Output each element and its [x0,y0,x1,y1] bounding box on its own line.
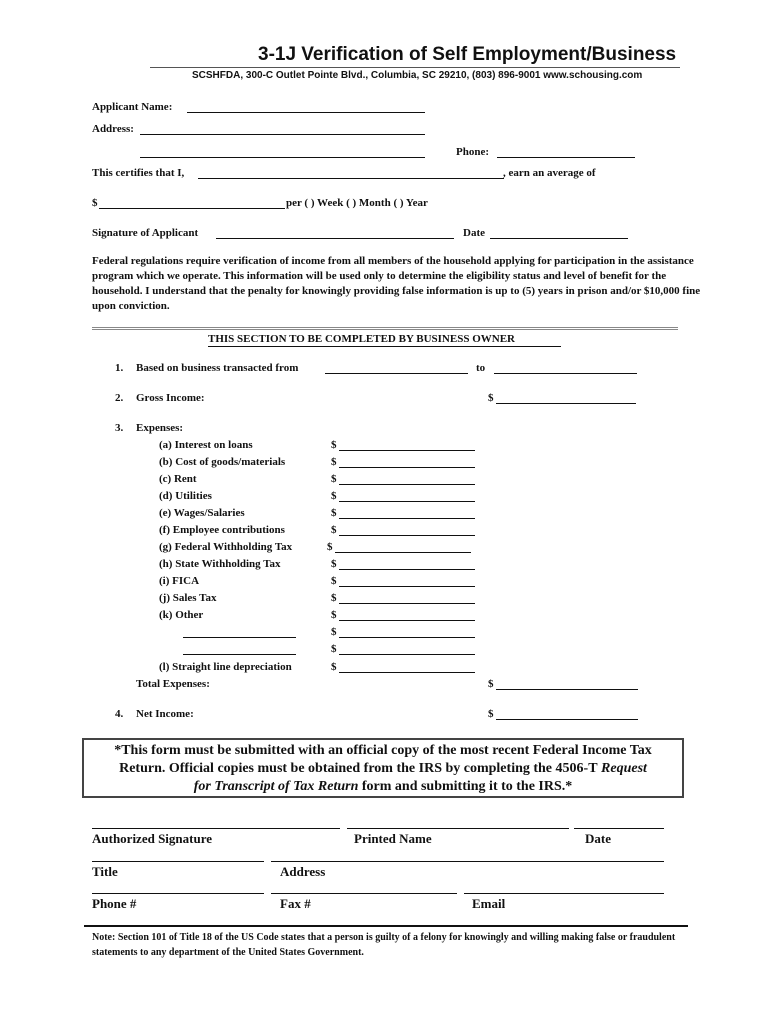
date-label: Date [463,227,485,239]
item1-to: to [476,362,486,374]
authorized-signature-field[interactable] [92,828,340,829]
period-from-field[interactable] [325,373,468,374]
net-income-field[interactable] [496,719,638,720]
expense-label: (l) Straight line depreciation [159,661,292,673]
phone-field[interactable] [497,157,635,158]
expense-label: (c) Rent [159,473,197,485]
expense-dollar: $ [331,626,337,638]
owner-section-heading: THIS SECTION TO BE COMPLETED BY BUSINESS OWNER [208,333,515,345]
gross-income-dollar: $ [488,392,494,404]
footer-rule [84,925,688,927]
expense-dollar: $ [331,473,337,485]
period-to-field[interactable] [494,373,637,374]
authorized-signature-label: Authorized Signature [92,831,213,846]
address-field-2[interactable] [140,157,425,158]
printed-name-label: Printed Name [354,831,432,846]
period-options[interactable]: per ( ) Week ( ) Month ( ) Year [286,197,428,209]
title-rule [150,67,680,68]
signature-date-label: Date [585,831,611,846]
expense-field-cogs[interactable] [339,467,475,468]
expense-dollar: $ [331,661,337,673]
other-description-field-1[interactable] [183,637,296,638]
expense-label: (k) Other [159,609,204,621]
applicant-name-label: Applicant Name: [92,101,173,113]
expense-label: (a) Interest on loans [159,439,253,451]
notice-line-2-italic: Request [597,761,647,776]
expense-field-state-tax[interactable] [339,569,475,570]
expense-field-interest[interactable] [339,450,475,451]
total-expenses-dollar: $ [488,678,494,690]
owner-address-label: Address [280,864,326,879]
expense-label: (i) FICA [159,575,200,587]
expense-field-other-2[interactable] [339,654,475,655]
regulations-paragraph: Federal regulations require verification of income from all members of the household applying for participation in the assistance program which we operate. This information will be used only to determine the eligibility status and level of benefit for the household. I understand that the penalty for knowingly providing false information is up to (5) years in prison and/or $10,000 fine upon conviction. [92,255,701,312]
expense-field-wages[interactable] [339,518,475,519]
notice-line-3-text: form and submitting it to the IRS.* [358,779,573,794]
net-income-dollar: $ [488,708,494,720]
date-field[interactable] [574,828,664,829]
applicant-name-field[interactable] [187,112,425,113]
expenses-label: Expenses: [136,422,184,434]
expense-field-other[interactable] [339,620,475,621]
expense-label: (e) Wages/Salaries [159,507,245,519]
phone-number-field[interactable] [92,893,264,894]
expense-dollar: $ [331,490,337,502]
gross-income-field[interactable] [496,403,636,404]
expense-label: (f) Employee contributions [159,524,285,536]
notice-line-2-text: Return. Official copies must be obtained from the IRS by completing the 4506-T [119,761,598,776]
owner-address-field[interactable] [271,861,664,862]
notice-line-3-italic: for Transcript of Tax Return [193,779,359,794]
expense-dollar: $ [331,456,337,468]
gross-income-label: Gross Income: [136,392,205,404]
item4-number: 4. [115,708,124,720]
expense-label: (b) Cost of goods/materials [159,456,286,468]
form-title: 3-1J Verification of Self Employment/Business [258,44,677,65]
expense-field-federal-tax[interactable] [335,552,471,553]
expense-dollar: $ [331,592,337,604]
item1-number: 1. [115,362,124,374]
amount-dollar: $ [92,197,98,209]
expense-field-fica[interactable] [339,586,475,587]
other-description-field-2[interactable] [183,654,296,655]
expense-dollar: $ [331,439,337,451]
expense-label: (h) State Withholding Tax [159,558,281,570]
address-label: Address: [92,123,134,135]
agency-address: SCSHFDA, 300-C Outlet Pointe Blvd., Columbia, SC 29210, (803) 896-9001 www.schousing.com [192,70,643,81]
printed-name-field[interactable] [347,828,569,829]
fax-field[interactable] [271,893,457,894]
total-expenses-field[interactable] [496,689,638,690]
phone-number-label: Phone # [92,896,137,911]
title-field[interactable] [92,861,264,862]
address-field-1[interactable] [140,134,425,135]
expense-dollar: $ [331,575,337,587]
applicant-date-field[interactable] [490,238,628,239]
footer-legal-note: Note: Section 101 of Title 18 of the US Code states that a person is guilty of a felony for knowingly and willing making false or fraudulent statements to any department of the United States Government. [92,932,676,958]
section-divider [92,327,678,330]
expense-field-utilities[interactable] [339,501,475,502]
item1-label: Based on business transacted from [136,362,299,374]
expense-field-depreciation[interactable] [339,672,475,673]
certify-prefix: This certifies that I, [92,167,185,179]
notice-line-2 [84,760,682,778]
irs-notice-box [82,738,684,798]
owner-heading-underline [208,346,561,347]
email-field[interactable] [464,893,664,894]
expense-label: (j) Sales Tax [159,592,217,604]
certify-suffix: , earn an average of [503,167,596,179]
expense-dollar: $ [327,541,333,553]
expense-field-rent[interactable] [339,484,475,485]
item2-number: 2. [115,392,124,404]
notice-line-3 [84,778,682,796]
expense-field-other-1[interactable] [339,637,475,638]
expense-label: (d) Utilities [159,490,212,502]
fax-label: Fax # [280,896,311,911]
expense-dollar: $ [331,507,337,519]
notice-line-1: *This form must be submitted with an official copy of the most recent Federal Income Tax [114,743,652,758]
phone-label: Phone: [456,146,489,158]
expense-label: (g) Federal Withholding Tax [159,541,293,553]
expense-field-sales-tax[interactable] [339,603,475,604]
expense-dollar: $ [331,643,337,655]
signature-label: Signature of Applicant [92,227,199,239]
net-income-label: Net Income: [136,708,194,720]
expense-dollar: $ [331,558,337,570]
item3-number: 3. [115,422,124,434]
average-amount-field[interactable] [99,208,285,209]
email-label: Email [472,896,506,911]
applicant-signature-field[interactable] [216,238,454,239]
expense-dollar: $ [331,609,337,621]
certify-name-field[interactable] [198,178,504,179]
expense-dollar: $ [331,524,337,536]
title-label: Title [92,864,118,879]
total-expenses-label: Total Expenses: [136,678,210,690]
expense-field-employee-contrib[interactable] [339,535,475,536]
